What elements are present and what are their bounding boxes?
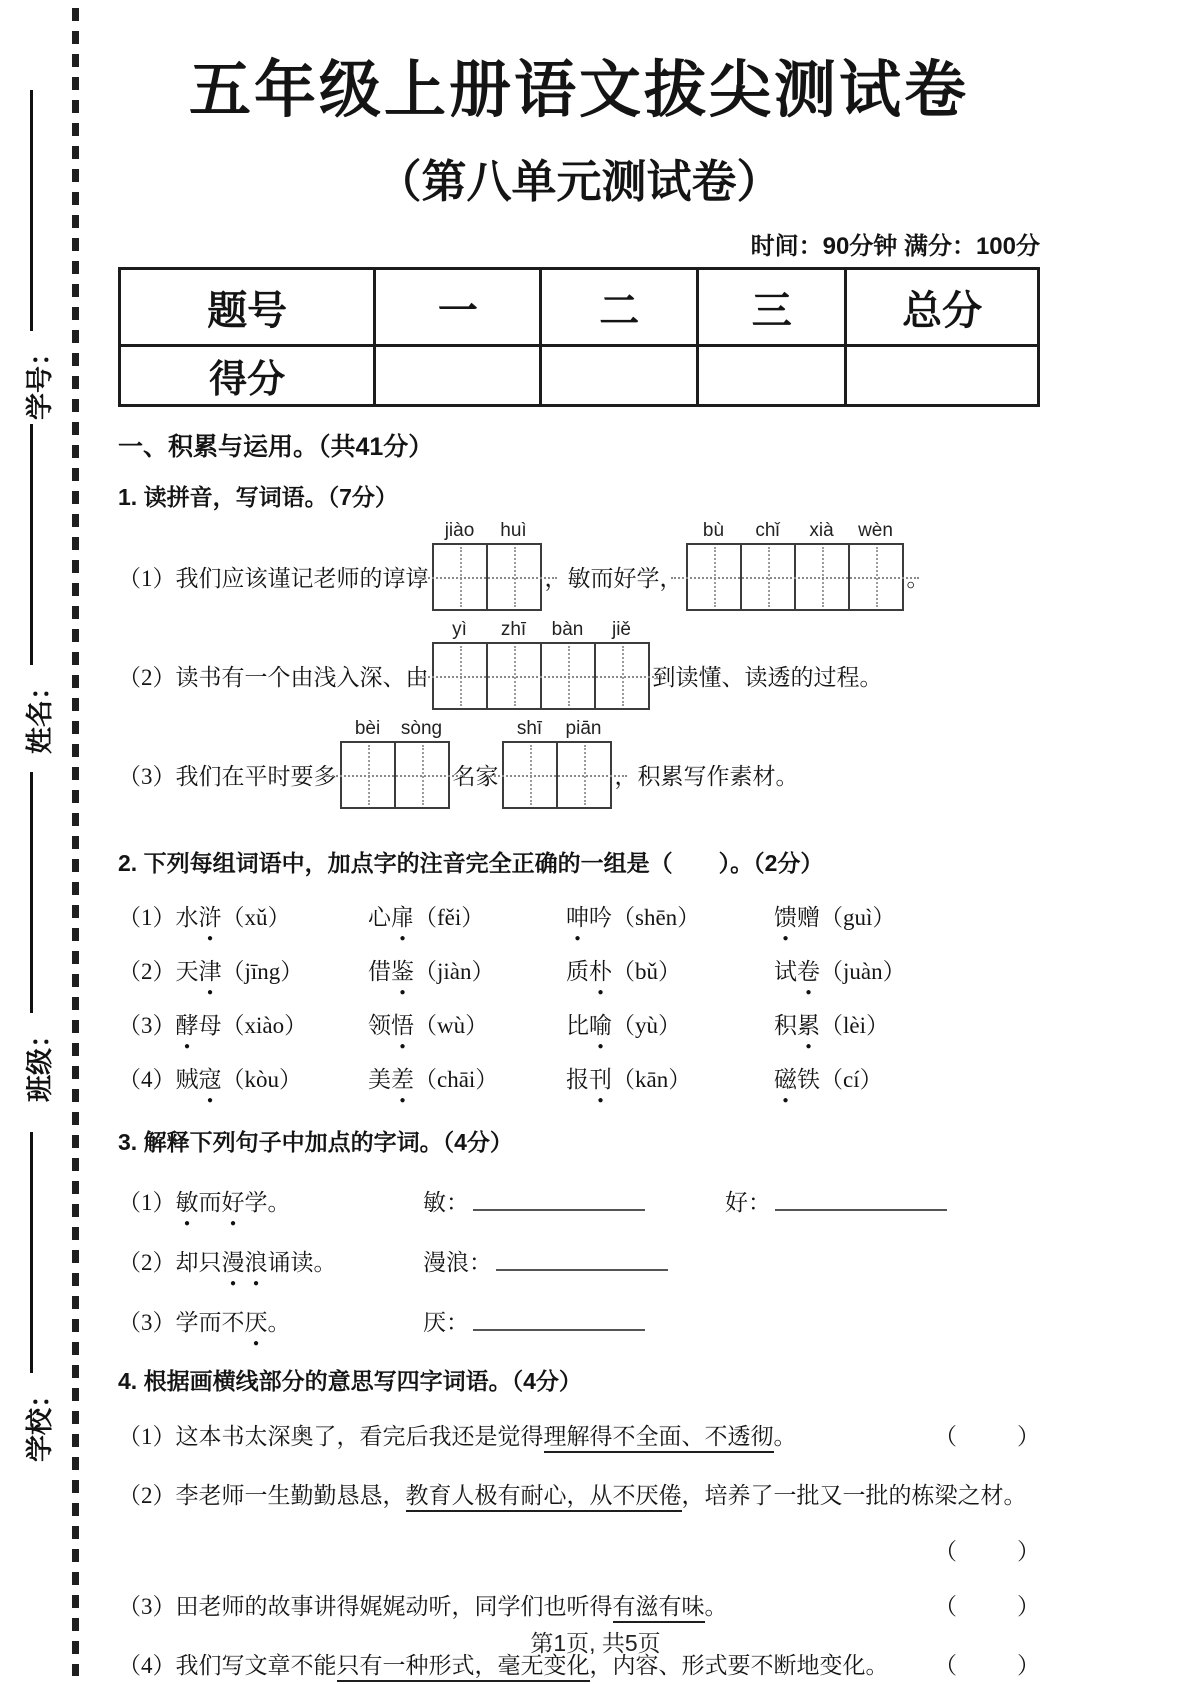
option-pinyin: （wù）	[414, 1013, 489, 1038]
option-pinyin: （xiào）	[221, 1013, 308, 1038]
pinyin-label: shī	[516, 718, 543, 739]
sidebar-field-blank-line	[30, 424, 33, 665]
dotted-char: 敏 ●	[176, 1190, 199, 1215]
sentence-text: 。	[267, 1310, 291, 1335]
dotted-char: 好 ●	[222, 1190, 245, 1215]
dotted-char: 朴 ●	[589, 959, 612, 984]
dotted-char: 呻 ●	[566, 905, 589, 930]
word-char: 报	[566, 1067, 589, 1092]
dotted-char: 厌 ●	[245, 1310, 268, 1335]
word-char: 试	[774, 959, 797, 984]
time-score-meta: 时间：90分钟 满分：100分	[750, 233, 1040, 260]
q1-sentence-text: ，敏而好学，	[544, 566, 683, 591]
pinyin-label: wèn	[858, 520, 893, 541]
option-pinyin: （juàn）	[820, 959, 906, 984]
option-pinyin: （kān）	[612, 1067, 692, 1092]
pinyin-label: yì	[452, 619, 467, 640]
word-char: 借	[368, 959, 391, 984]
word-char: 吟	[589, 905, 612, 930]
option-word	[368, 905, 484, 930]
writing-box	[594, 642, 650, 710]
q2-option-cell	[774, 899, 1040, 932]
writing-box	[394, 741, 450, 809]
sentence-text: （2）李老师一生勤勤恳恳，	[118, 1482, 406, 1508]
option-word	[774, 905, 895, 930]
q2-row-label: （3）	[118, 1013, 176, 1038]
sidebar-field-blank-line	[30, 772, 33, 1013]
option-word	[176, 1013, 308, 1038]
dotted-char: 馈 ●	[774, 905, 797, 930]
sentence-text: 诵读。	[267, 1250, 337, 1275]
q4-sentence	[118, 1419, 797, 1455]
dotted-char: 浪 ●	[245, 1250, 268, 1275]
word-char: 赠	[797, 905, 820, 930]
score-table-header-cell: 总分	[846, 269, 1039, 346]
answer-blank-line	[496, 1265, 668, 1271]
option-word	[368, 1067, 498, 1092]
pinyin-labels-row	[433, 619, 649, 641]
bracket-close: ）	[1017, 1594, 1040, 1620]
pinyin-box-group	[340, 718, 450, 809]
sentence-text: （4）我们写文章不能	[118, 1652, 337, 1678]
pinyin-label: jiào	[444, 520, 475, 541]
q2-row-label: （1）	[118, 905, 176, 930]
dotted-char: 鉴 ●	[391, 959, 414, 984]
answer-bracket	[934, 1539, 1040, 1564]
writing-box	[502, 741, 558, 809]
q2-option-cell	[368, 1007, 566, 1040]
writing-box	[340, 741, 396, 809]
q1-sentence-text: 名家	[452, 764, 499, 789]
q1-part-row	[118, 520, 1040, 611]
option-pinyin: （chāi）	[414, 1067, 499, 1092]
pinyin-label: sòng	[400, 718, 443, 739]
writing-box	[486, 642, 542, 710]
underlined-phrase: 理解得不全面、不透彻	[544, 1424, 774, 1453]
q2-option-cell	[566, 953, 774, 986]
pinyin-labels-row	[341, 718, 449, 740]
pinyin-label: piān	[565, 718, 602, 739]
option-word	[176, 905, 291, 930]
question1-parts	[118, 520, 1040, 809]
sidebar-field-label: 班级：	[24, 1021, 55, 1102]
question3-block	[118, 1124, 1040, 1337]
writing-boxes-row	[340, 741, 450, 809]
main-content	[118, 0, 1040, 1684]
option-word	[566, 1013, 681, 1038]
page-number-footer: 第1页, 共5页	[530, 1630, 661, 1656]
q1-sentence-text: （1）我们应该谨记老师的谆谆	[118, 566, 429, 591]
sentence-text: 而	[198, 1190, 222, 1215]
option-pinyin: （yù）	[612, 1013, 681, 1038]
word-char: 贼	[175, 1067, 199, 1092]
dotted-char: 累 ●	[797, 1013, 820, 1038]
word-char: 领	[368, 1013, 391, 1038]
word-char: 心	[368, 905, 391, 930]
writing-box	[486, 543, 542, 611]
dotted-char: 浒 ●	[199, 905, 222, 930]
pinyin-label: bèi	[354, 718, 381, 739]
word-char: 水	[175, 905, 199, 930]
question4-title: 4. 根据画横线部分的意思写四字词语。（4分）	[118, 1368, 582, 1394]
q2-option-cell	[368, 1061, 566, 1094]
q4-sentence	[118, 1589, 728, 1625]
q1-sentence-text: 。	[906, 566, 930, 591]
option-pinyin: （fěi）	[414, 905, 485, 930]
question3-rows	[118, 1184, 1040, 1337]
q4-sentence	[118, 1478, 1027, 1514]
option-word	[566, 959, 681, 984]
option-pinyin: （shēn）	[612, 905, 701, 930]
sentence-text: （1）	[118, 1190, 176, 1215]
question3-title: 3. 解释下列句子中加点的字词。（4分）	[118, 1129, 513, 1155]
q2-option-row	[118, 1007, 1040, 1040]
word-char: 质	[566, 959, 589, 984]
q2-option-cell	[368, 899, 566, 932]
writing-boxes-row	[432, 543, 542, 611]
score-cell	[541, 346, 698, 406]
dotted-char: 刊 ●	[589, 1067, 612, 1092]
q2-row-label: （2）	[118, 959, 176, 984]
writing-boxes-row	[686, 543, 904, 611]
dotted-char: 寇 ●	[199, 1067, 222, 1092]
q1-part-row	[118, 619, 1040, 710]
sentence-text: （3）学而不	[118, 1310, 245, 1335]
pinyin-label: huì	[500, 520, 527, 541]
score-cell	[375, 346, 541, 406]
option-word	[774, 1067, 883, 1092]
page-subtitle: （第八单元测试卷）	[376, 156, 782, 207]
q4-bracket-own-line	[118, 1533, 1040, 1566]
q2-option-cell	[118, 899, 368, 932]
writing-box	[556, 741, 612, 809]
q3-answer-label: 敏：	[423, 1190, 469, 1215]
question1-block	[118, 479, 1040, 809]
bracket-open: （	[934, 1652, 957, 1678]
word-char: 美	[368, 1067, 391, 1092]
score-row-label: 得分	[120, 346, 375, 406]
score-table-header-cell: 题号	[120, 269, 375, 346]
section1-heading: 一、积累与运用。（共41分）	[118, 433, 434, 461]
underlined-phrase: 教育人极有耐心，从不厌倦	[406, 1483, 682, 1512]
dotted-char: 差 ●	[391, 1067, 414, 1092]
sentence-text: 。	[773, 1424, 797, 1449]
score-table-header-cell: 三	[698, 269, 846, 346]
q2-option-cell	[118, 953, 368, 986]
pinyin-labels-row	[687, 520, 903, 542]
option-word	[774, 959, 906, 984]
option-pinyin: （cí）	[820, 1067, 883, 1092]
option-word	[176, 1067, 303, 1092]
sentence-text: （3）田老师的故事讲得娓娓动听，同学们也听得	[118, 1594, 613, 1620]
pinyin-box-group	[502, 718, 612, 809]
writing-box	[848, 543, 904, 611]
score-table-header-cell: 二	[541, 269, 698, 346]
page-title: 五年级上册语文拔尖测试卷	[188, 56, 969, 125]
answer-blank-line	[473, 1205, 645, 1211]
q2-option-cell	[566, 1007, 774, 1040]
q2-option-row	[118, 953, 1040, 986]
sidebar-field-label: 学校：	[24, 1381, 55, 1462]
score-table-header-row	[120, 269, 1039, 346]
q3-row	[118, 1184, 1040, 1217]
q2-option-cell	[774, 1007, 1040, 1040]
pinyin-label: jiě	[611, 619, 631, 640]
word-char: 比	[566, 1013, 589, 1038]
sentence-text: 学。	[244, 1190, 291, 1215]
score-table-score-row	[120, 346, 1039, 406]
pinyin-labels-row	[503, 718, 611, 740]
q2-option-cell	[368, 953, 566, 986]
sidebar-field	[17, 90, 57, 420]
answer-blank-line	[775, 1205, 947, 1211]
q1-sentence-text: ，积累写作素材。	[614, 764, 799, 789]
bracket-close: ）	[1017, 1424, 1040, 1449]
q3-row	[118, 1244, 1040, 1277]
option-pinyin: （jiàn）	[414, 959, 495, 984]
bracket-close: ）	[1017, 1539, 1040, 1565]
writing-box	[432, 642, 488, 710]
q2-option-cell	[774, 953, 1040, 986]
bracket-open: （	[934, 1539, 957, 1565]
dotted-char: 漫 ●	[222, 1250, 245, 1275]
sentence-text: （2）却只	[118, 1250, 222, 1275]
pinyin-label: xià	[809, 520, 834, 541]
pinyin-labels-row	[433, 520, 541, 542]
word-char: 天	[175, 959, 199, 984]
q2-option-cell	[566, 1061, 774, 1094]
question2-title: 2. 下列每组词语中，加点字的注音完全正确的一组是（ ）。（2分）	[118, 850, 824, 876]
q2-option-row	[118, 899, 1040, 932]
q4-item-row	[118, 1419, 1040, 1455]
sidebar-field-blank-line	[30, 1132, 33, 1373]
option-pinyin: （jīng）	[221, 959, 304, 984]
q1-sentence-text: （2）读书有一个由浅入深、由	[118, 665, 429, 690]
option-word	[566, 1067, 691, 1092]
writing-box	[740, 543, 796, 611]
dotted-char: 津 ●	[199, 959, 222, 984]
writing-boxes-row	[432, 642, 650, 710]
option-word	[368, 959, 495, 984]
answer-blank-line	[473, 1325, 645, 1331]
q3-answer-group	[423, 1304, 647, 1337]
writing-boxes-row	[502, 741, 612, 809]
dotted-char: 酵 ●	[176, 1013, 199, 1038]
pinyin-label: bù	[702, 520, 725, 541]
q3-answer-group	[725, 1184, 949, 1217]
sentence-text: （1）这本书太深奥了，看完后我还是觉得	[118, 1424, 544, 1449]
dotted-char: 卷 ●	[797, 959, 820, 984]
q1-sentence-text: 到读懂、读透的过程。	[652, 665, 883, 690]
option-pinyin: （guì）	[820, 905, 896, 930]
dotted-char: 磁 ●	[774, 1067, 797, 1092]
underlined-phrase: 只有一种形式，毫无变化	[337, 1653, 590, 1682]
bracket-open: （	[934, 1424, 957, 1449]
question2-rows	[118, 899, 1040, 1094]
q4-item-row	[118, 1589, 1040, 1625]
word-char: 母	[198, 1013, 222, 1038]
q3-sentence	[118, 1304, 423, 1337]
q3-sentence	[118, 1244, 423, 1277]
sentence-text: ，内容、形式要不断地变化。	[589, 1652, 889, 1678]
underlined-phrase: 有滋有味	[613, 1594, 705, 1623]
option-word	[176, 959, 304, 984]
score-cell	[846, 346, 1039, 406]
option-pinyin: （xǔ）	[221, 905, 291, 930]
sidebar-field-blank-line	[30, 90, 33, 331]
q2-option-row	[118, 1061, 1040, 1094]
pinyin-box-group	[686, 520, 904, 611]
q1-part-row	[118, 718, 1040, 809]
writing-box	[686, 543, 742, 611]
writing-box	[794, 543, 850, 611]
pinyin-label: bàn	[551, 619, 584, 640]
answer-bracket	[934, 1589, 1040, 1625]
q2-row-label: （4）	[118, 1067, 176, 1092]
writing-box	[540, 642, 596, 710]
option-word	[774, 1013, 889, 1038]
binding-dashed-line	[72, 8, 79, 1676]
q2-option-cell	[118, 1061, 368, 1094]
option-pinyin: （kòu）	[221, 1067, 302, 1092]
q3-answer-label: 好：	[725, 1190, 771, 1215]
sidebar-field	[17, 772, 57, 1102]
pinyin-label: chǐ	[755, 520, 780, 541]
sentence-text: 。	[704, 1594, 728, 1620]
pinyin-box-group	[432, 619, 650, 710]
score-cell	[698, 346, 846, 406]
sidebar-field-label: 姓名：	[24, 673, 55, 754]
q3-answer-group	[423, 1244, 670, 1277]
q3-row	[118, 1304, 1040, 1337]
score-table	[118, 267, 1040, 407]
answer-bracket	[934, 1419, 1040, 1455]
dotted-char: 悟 ●	[391, 1013, 414, 1038]
dotted-char: 喻 ●	[589, 1013, 612, 1038]
q4-item-row	[118, 1478, 1040, 1514]
dotted-char: 扉 ●	[391, 905, 414, 930]
q3-answer-label: 厌：	[423, 1310, 469, 1335]
sidebar-field	[17, 424, 57, 754]
question1-title: 1. 读拼音，写词语。（7分）	[118, 484, 398, 510]
option-pinyin: （bǔ）	[612, 959, 681, 984]
sidebar-field	[17, 1132, 57, 1462]
question2-block	[118, 845, 1040, 1094]
sentence-text: ，培养了一批又一批的栋梁之材。	[681, 1482, 1027, 1508]
sidebar-field-label: 学号：	[24, 339, 55, 420]
writing-box	[432, 543, 488, 611]
pinyin-label: zhī	[500, 619, 527, 640]
option-pinyin: （lèi）	[820, 1013, 889, 1038]
option-word	[368, 1013, 488, 1038]
score-table-header-cell: 一	[375, 269, 541, 346]
q1-sentence-text: （3）我们在平时要多	[118, 764, 337, 789]
q3-sentence	[118, 1184, 423, 1217]
q2-option-cell	[774, 1061, 1040, 1094]
q2-option-cell	[566, 899, 774, 932]
word-char: 积	[774, 1013, 797, 1038]
q3-answer-label: 漫浪：	[423, 1250, 492, 1275]
q3-answer-group	[423, 1184, 647, 1217]
pinyin-box-group	[432, 520, 542, 611]
word-char: 铁	[797, 1067, 820, 1092]
bracket-open: （	[934, 1594, 957, 1620]
bracket-close: ）	[1017, 1652, 1040, 1678]
option-word	[566, 905, 700, 930]
q2-option-cell	[118, 1007, 368, 1040]
